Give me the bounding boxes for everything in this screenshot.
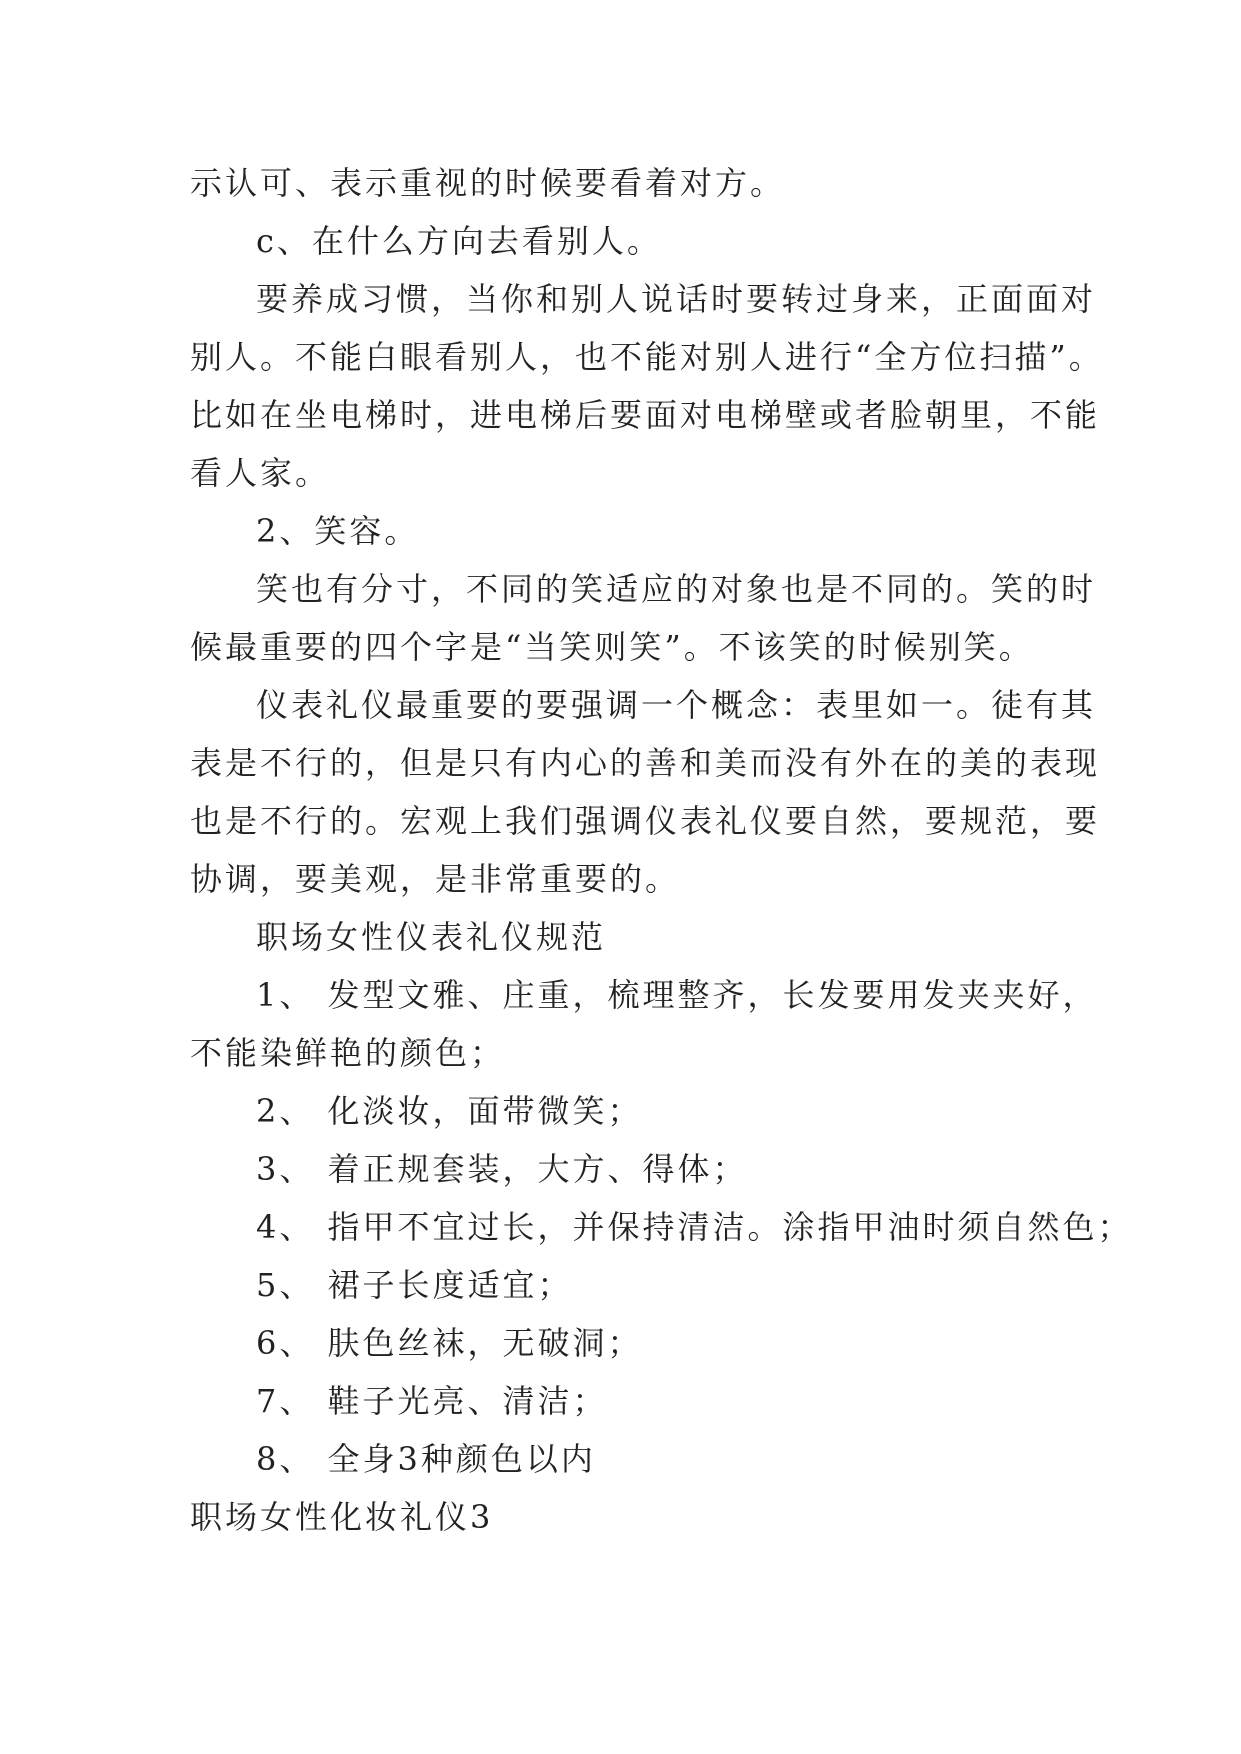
section-title: 职场女性化妆礼仪3 bbox=[190, 1498, 494, 1536]
text-line: 比如在坐电梯时，进电梯后要面对电梯壁或者脸朝里，不能 bbox=[190, 396, 1101, 434]
text-line: 别人。不能白眼看别人，也不能对别人进行“全方位扫描”。 bbox=[190, 338, 1104, 376]
text-line: 笑也有分寸，不同的笑适应的对象也是不同的。笑的时 bbox=[256, 570, 1097, 608]
list-item: 6、 肤色丝袜，无破洞； bbox=[256, 1324, 643, 1362]
text-line: 表是不行的，但是只有内心的善和美而没有外在的美的表现 bbox=[190, 744, 1101, 782]
list-item: 7、 鞋子光亮、清洁； bbox=[256, 1382, 608, 1420]
section-heading: 职场女性仪表礼仪规范 bbox=[256, 918, 607, 956]
text-line: 看人家。 bbox=[190, 454, 331, 492]
section-heading: 2、笑容。 bbox=[256, 512, 420, 550]
list-item-continuation: 不能染鲜艳的颜色； bbox=[190, 1034, 506, 1072]
text-line: c、在什么方向去看别人。 bbox=[256, 222, 662, 260]
text-line: 也是不行的。宏观上我们强调仪表礼仪要自然，要规范，要 bbox=[190, 802, 1101, 840]
list-item: 2、 化淡妆，面带微笑； bbox=[256, 1092, 643, 1130]
text-line: 协调，要美观，是非常重要的。 bbox=[190, 860, 681, 898]
list-item: 4、 指甲不宜过长，并保持清洁。涂指甲油时须自然色； bbox=[256, 1208, 1133, 1246]
text-line: 示认可、表示重视的时候要看着对方。 bbox=[190, 164, 786, 202]
list-item: 1、 发型文雅、庄重，梳理整齐，长发要用发夹夹好， bbox=[256, 976, 1098, 1014]
text-line: 仪表礼仪最重要的要强调一个概念：表里如一。徒有其 bbox=[256, 686, 1097, 724]
list-item: 5、 裙子长度适宜； bbox=[256, 1266, 573, 1304]
text-line: 候最重要的四个字是“当笑则笑”。不该笑的时候别笑。 bbox=[190, 628, 1034, 666]
list-item: 8、 全身3种颜色以内 bbox=[256, 1440, 596, 1478]
list-item: 3、 着正规套装，大方、得体； bbox=[256, 1150, 748, 1188]
text-line: 要养成习惯，当你和别人说话时要转过身来，正面面对 bbox=[256, 280, 1097, 318]
